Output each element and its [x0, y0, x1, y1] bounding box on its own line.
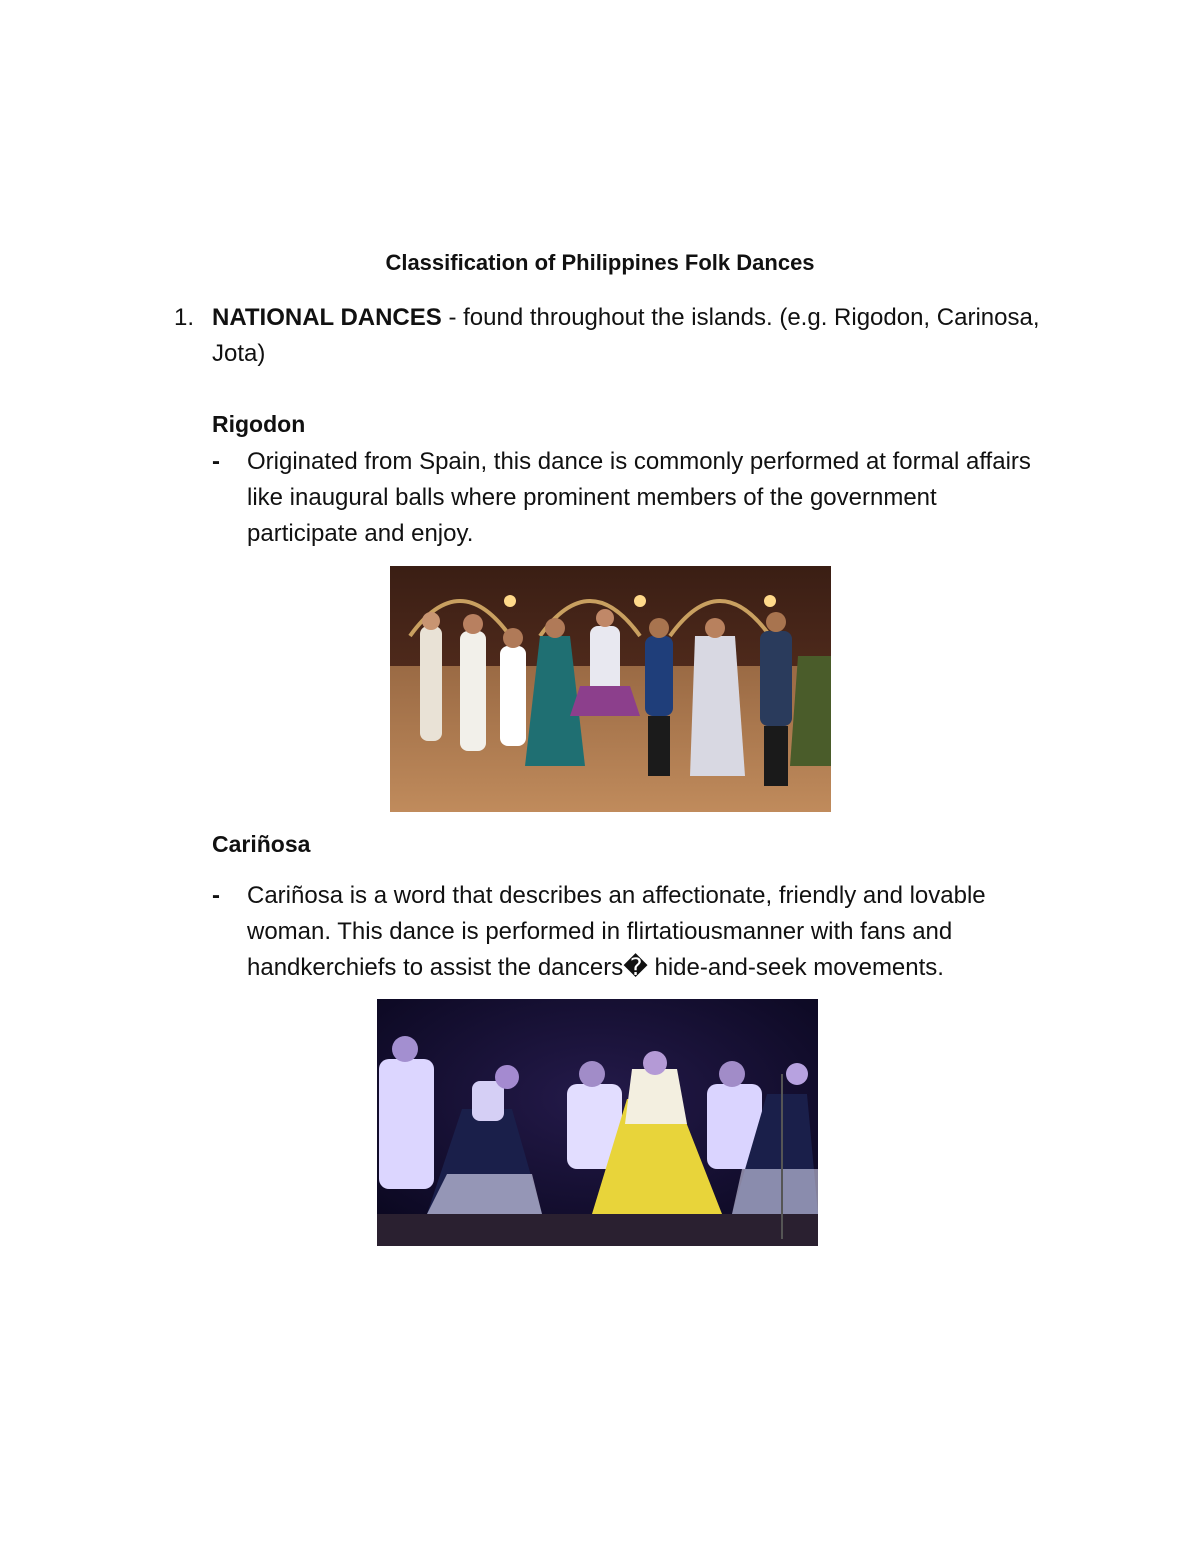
list-number: 1.	[174, 304, 195, 331]
section-label: NATIONAL DANCES	[212, 304, 442, 331]
carinosa-photo	[377, 999, 818, 1246]
carinosa-description: Cariñosa is a word that describes an affectionate, friendly and lovable woman. This dance is performed in flirtatiousmanner with fans and handkerchiefs to assist the dancers� hide-and-seek movements.	[247, 882, 986, 981]
bullet-dash: -	[212, 448, 220, 475]
rigodon-photo	[390, 566, 831, 812]
section-description: - found throughout the islands. (e.g. Rigodon, Carinosa, Jota)	[212, 304, 1040, 367]
carinosa-heading: Cariñosa	[212, 831, 311, 857]
rigodon-description: Originated from Spain, this dance is commonly performed at formal affairs like inaugural balls where prominent members of the government participate and enjoy.	[247, 448, 1031, 547]
rigodon-heading: Rigodon	[212, 411, 306, 437]
section-body	[212, 300, 1062, 372]
page-title: Classification of Philippines Folk Dances	[385, 250, 815, 275]
bullet-dash: -	[212, 882, 220, 909]
